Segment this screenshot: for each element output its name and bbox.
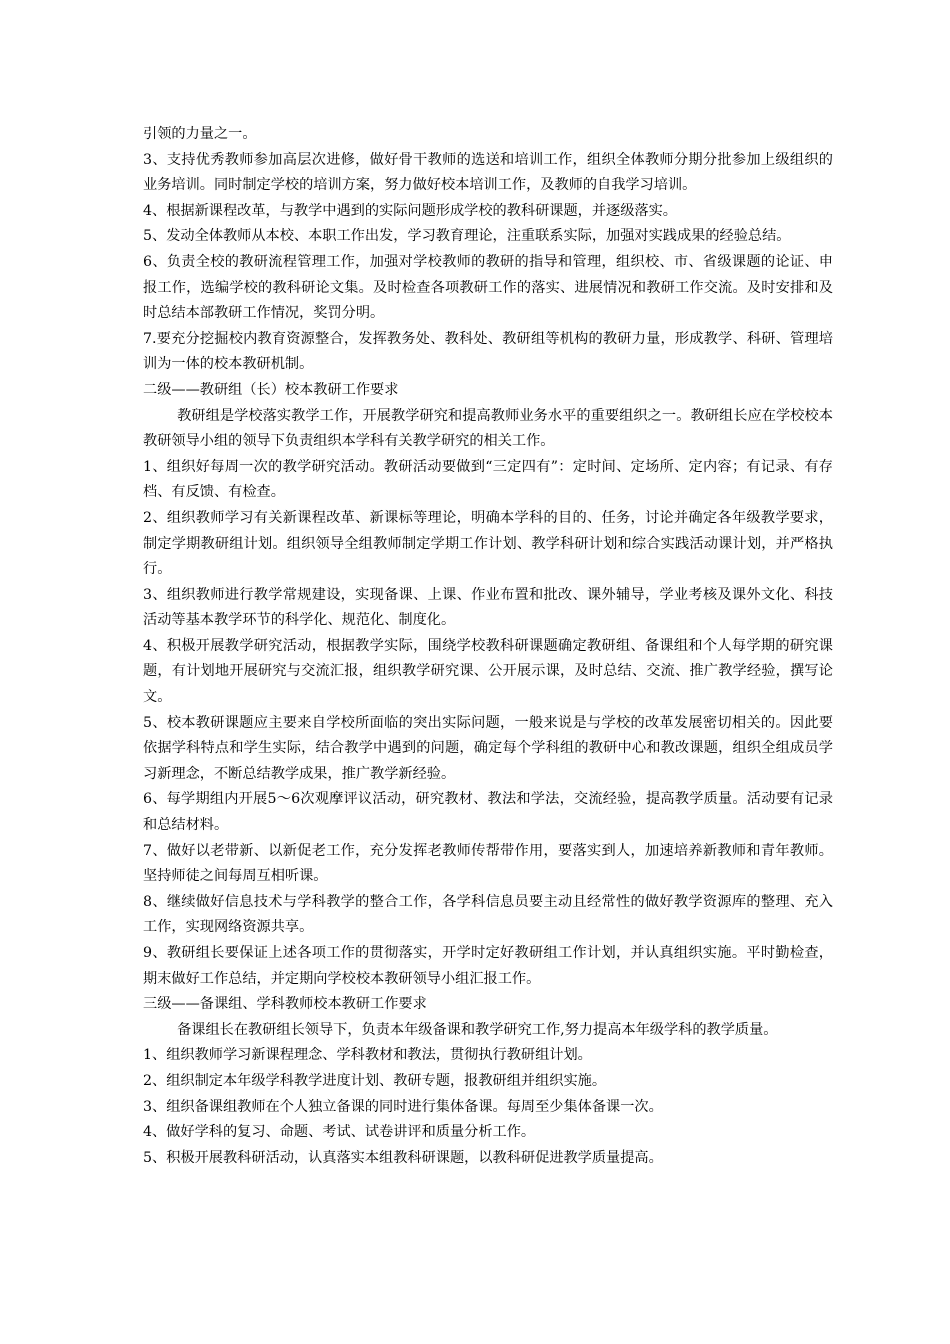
paragraph: 引领的力量之一。 bbox=[143, 126, 257, 142]
paragraph: 7、做好以老带新、以新促老工作，充分发挥老教师传帮带作用，要落实到人，加速培养新教师和青年教师。坚持师徒之间每周互相听课。 bbox=[143, 842, 833, 885]
paragraph: 6、负责全校的教研流程管理工作，加强对学校教师的教研的指导和管理，组织校、市、省级课题的论证、申报工作，选编学校的教科研论文集。及时检查各项教研工作的落实、进展情况和教研工作交流。及时安排和及时总结本部教研工作情况，奖罚分明。 bbox=[143, 253, 833, 322]
paragraph: 5、积极开展教科研活动，认真落实本组教科研课题，以教科研促进教学质量提高。 bbox=[143, 1149, 663, 1166]
paragraph: 2、组织制定本年级学科教学进度计划、教研专题，报教研组并组织实施。 bbox=[143, 1072, 607, 1089]
paragraph: 1、组织教师学习新课程理念、学科教材和教法，贯彻执行教研组计划。 bbox=[143, 1047, 592, 1064]
paragraph: 4、做好学科的复习、命题、考试、试卷讲评和质量分析工作。 bbox=[143, 1124, 536, 1141]
paragraph: 7.要充分挖掘校内教育资源整合，发挥教务处、教科处、教研组等机构的教研力量，形成教学、科研、管理培训为一体的校本教研机制。 bbox=[143, 330, 833, 373]
paragraph: 备课组长在教研组长领导下，负责本年级备课和教学研究工作,努力提高本年级学科的教学质量。 bbox=[177, 1021, 778, 1038]
section-heading: 二级——教研组（长）校本教研工作要求 bbox=[143, 381, 399, 398]
paragraph: 8、继续做好信息技术与学科教学的整合工作，各学科信息员要主动且经常性的做好教学资源库的整理、充入工作，实现网络资源共享。 bbox=[143, 893, 833, 936]
paragraph: 教研组是学校落实教学工作，开展教学研究和提高教师业务水平的重要组织之一。教研组长应在学校校本教研领导小组的领导下负责组织本学科有关教学研究的相关工作。 bbox=[143, 407, 833, 450]
paragraph: 3、组织备课组教师在个人独立备课的同时进行集体备课。每周至少集体备课一次。 bbox=[143, 1098, 663, 1115]
paragraph: 2、组织教师学习有关新课程改革、新课标等理论，明确本学科的目的、任务，讨论并确定各年级教学要求，制定学期教研组计划。组织领导全组教师制定学期工作计划、教学科研计划和综合实践活动课计划，并严格执行。 bbox=[143, 509, 833, 578]
paragraph: 4、根据新课程改革，与教学中遇到的实际问题形成学校的教科研课题，并逐级落实。 bbox=[143, 202, 677, 219]
paragraph: 6、每学期组内开展5～6次观摩评议活动，研究教材、教法和学法，交流经验，提高教学质量。活动要有记录和总结材料。 bbox=[143, 791, 833, 834]
section-heading: 三级——备课组、学科教师校本教研工作要求 bbox=[143, 996, 427, 1013]
paragraph: 4、积极开展教学研究活动，根据教学实际，围绕学校教科研课题确定教研组、备课组和个人每学期的研究课题，有计划地开展研究与交流汇报，组织教学研究课、公开展示课，及时总结、交流、推广教学经验，撰写论文。 bbox=[143, 637, 833, 706]
paragraph: 5、校本教研课题应主要来自学校所面临的突出实际问题，一般来说是与学校的改革发展密切相关的。因此要依据学科特点和学生实际，结合教学中遇到的问题，确定每个学科组的教研中心和教改课题，组织全组成员学习新理念，不断总结教学成果，推广教学新经验。 bbox=[143, 714, 833, 782]
paragraph: 9、教研组长要保证上述各项工作的贯彻落实，开学时定好教研组工作计划，并认真组织实施。平时勤检查，期末做好工作总结，并定期向学校校本教研领导小组汇报工作。 bbox=[143, 945, 833, 987]
paragraph: 5、发动全体教师从本校、本职工作出发，学习教育理论，注重联系实际，加强对实践成果的经验总结。 bbox=[143, 228, 791, 245]
document-page bbox=[143, 122, 833, 1171]
paragraph: 3、支持优秀教师参加高层次进修，做好骨干教师的选送和培训工作，组织全体教师分期分批参加上级组织的业务培训。同时制定学校的培训方案，努力做好校本培训工作，及教师的自我学习培训。 bbox=[143, 151, 833, 194]
paragraph: 3、组织教师进行教学常规建设，实现备课、上课、作业布置和批改、课外辅导，学业考核及课外文化、科技活动等基本教学环节的科学化、规范化、制度化。 bbox=[143, 586, 833, 629]
paragraph: 1、组织好每周一次的教学研究活动。教研活动要做到“三定四有”：定时间、定场所、定内容；有记录、有存档、有反馈、有检查。 bbox=[143, 458, 833, 501]
